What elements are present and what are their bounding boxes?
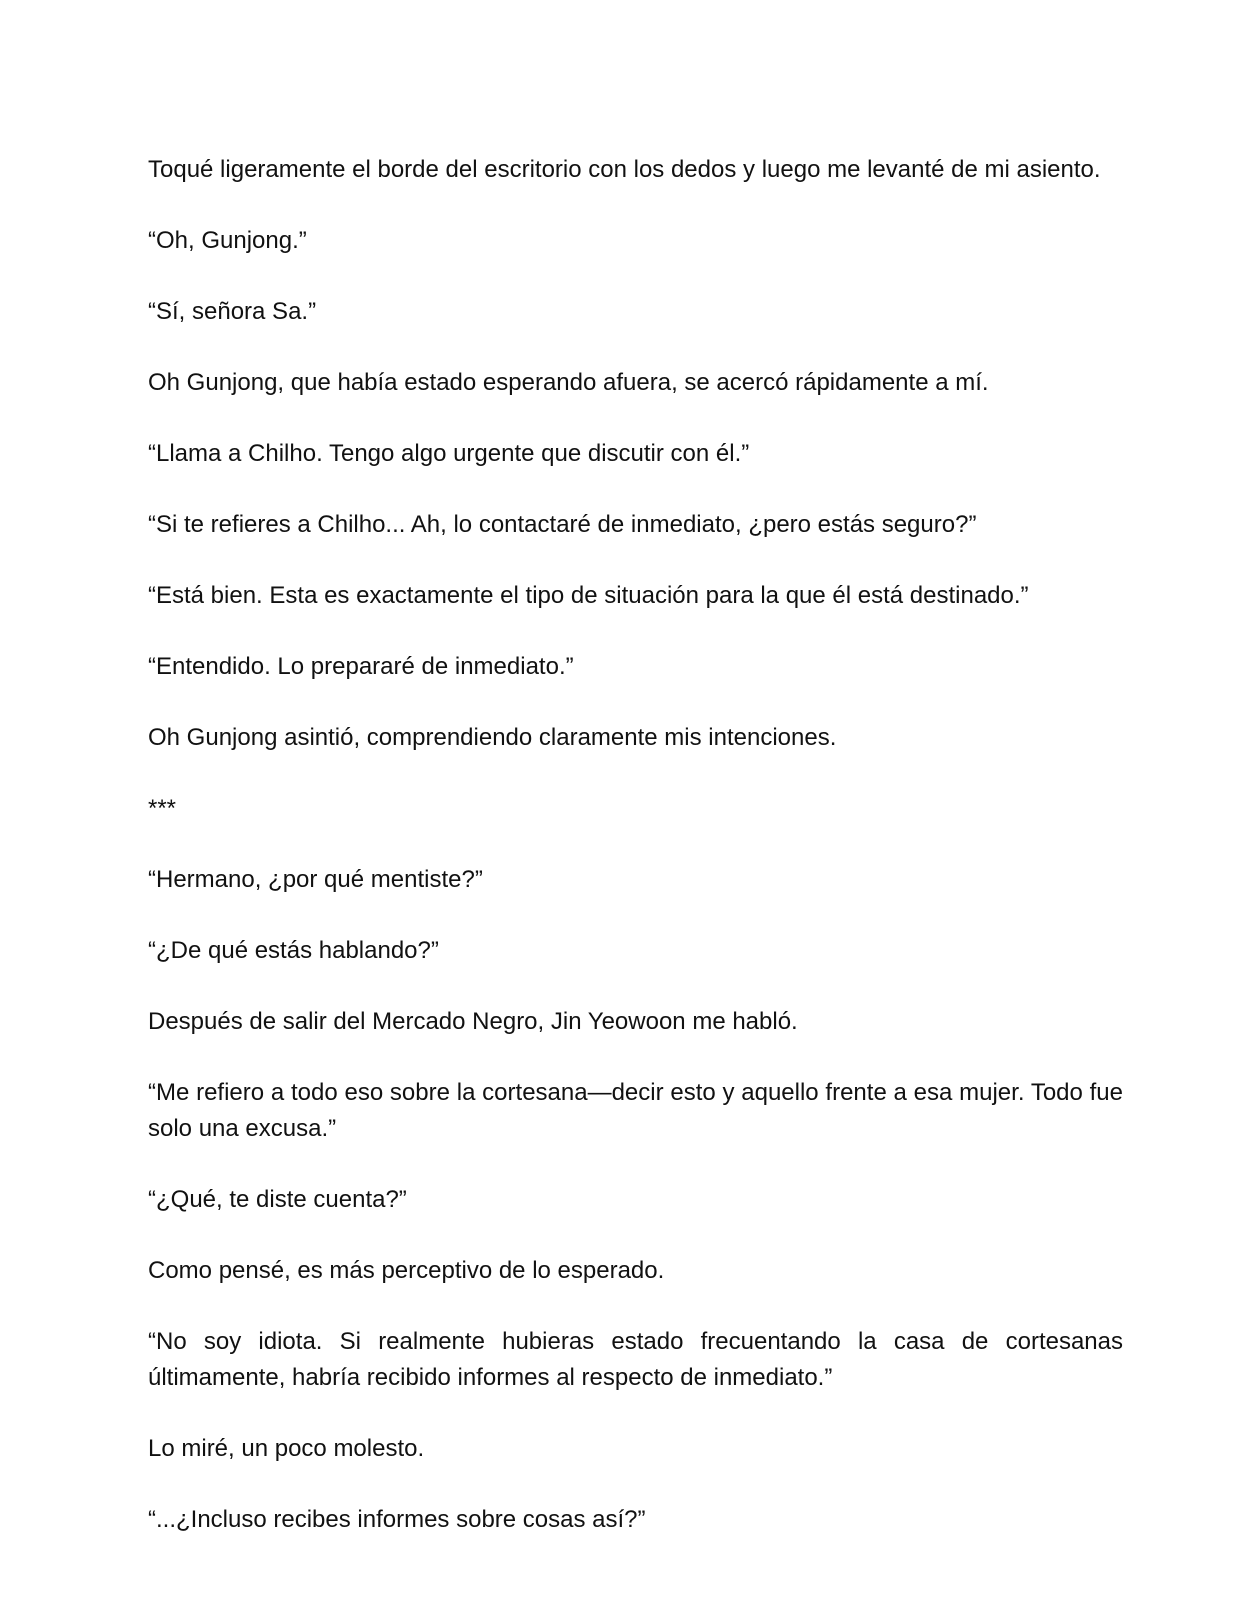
paragraph: “Entendido. Lo prepararé de inmediato.” xyxy=(148,653,574,680)
paragraph: Como pensé, es más perceptivo de lo esperado. xyxy=(148,1257,665,1284)
scene-break: *** xyxy=(148,795,177,822)
paragraph: “Me refiero a todo eso sobre la cortesana—decir esto y aquello frente a esa mujer. Todo fue solo una excusa.” xyxy=(148,1079,1123,1142)
document-body xyxy=(148,152,1123,1573)
paragraph: “Está bien. Esta es exactamente el tipo de situación para la que él está destinado.” xyxy=(148,582,1029,609)
paragraph: Oh Gunjong asintió, comprendiendo claramente mis intenciones. xyxy=(148,724,837,751)
paragraph: “¿Qué, te diste cuenta?” xyxy=(148,1186,407,1213)
paragraph: “Llama a Chilho. Tengo algo urgente que discutir con él.” xyxy=(148,440,750,467)
paragraph: “Hermano, ¿por qué mentiste?” xyxy=(148,866,483,893)
paragraph: “¿De qué estás hablando?” xyxy=(148,937,439,964)
paragraph: “No soy idiota. Si realmente hubieras estado frecuentando la casa de cortesanas últimamente, habría recibido informes al respecto de inmediato.” xyxy=(148,1328,1123,1391)
paragraph: “Oh, Gunjong.” xyxy=(148,227,307,254)
paragraph: “Si te refieres a Chilho... Ah, lo contactaré de inmediato, ¿pero estás seguro?” xyxy=(148,511,977,538)
paragraph: Lo miré, un poco molesto. xyxy=(148,1435,425,1462)
paragraph: “...¿Incluso recibes informes sobre cosas así?” xyxy=(148,1506,646,1533)
paragraph: Después de salir del Mercado Negro, Jin Yeowoon me habló. xyxy=(148,1008,798,1035)
paragraph: Oh Gunjong, que había estado esperando afuera, se acercó rápidamente a mí. xyxy=(148,369,989,396)
paragraph: Toqué ligeramente el borde del escritorio con los dedos y luego me levanté de mi asiento. xyxy=(148,156,1101,183)
paragraph: “Sí, señora Sa.” xyxy=(148,298,317,325)
